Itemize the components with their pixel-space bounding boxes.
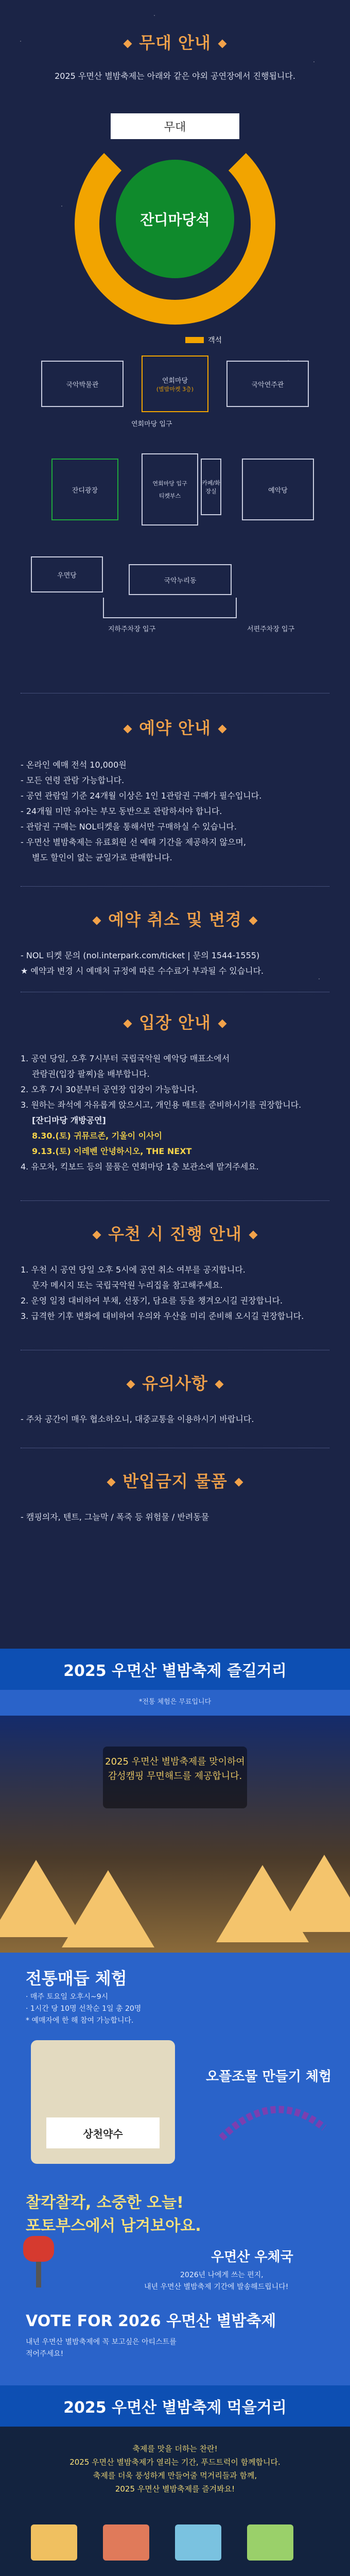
divider — [21, 886, 329, 887]
road — [103, 598, 237, 618]
knot-line: · 1시간 당 10명 선착순 1일 총 20명 — [26, 2005, 142, 2013]
list-item: 별도 할인이 없는 균일가로 판매합니다. — [32, 853, 172, 862]
list-item: - 우면산 별밤축제는 유료회원 선 예매 기간을 제공하지 않으며, — [21, 837, 246, 847]
seat-swatch — [185, 337, 204, 343]
caption-line: 2025 우면산 별밤축제를 맞이하여 — [105, 1756, 245, 1767]
bracelet-image — [216, 2097, 329, 2148]
diamond-icon — [124, 725, 132, 734]
photo-caption — [103, 1747, 247, 1808]
lawn-seat-area: 잔디마당석 — [116, 160, 234, 278]
list-item: 문자 메시지 또는 국립국악원 누리집을 참고해주세요. — [32, 1280, 223, 1290]
vote-line: 내년 우면산 별밤축제에 꼭 보고싶은 아티스트를 — [26, 2338, 177, 2346]
cancel-list — [21, 948, 329, 979]
list-item: 8.30.(토) 귀뮤르존, 기울이 이사이 — [32, 1131, 162, 1141]
building-concert-hall: 국악연주관 — [226, 361, 309, 407]
festival-subtitle: *전통 체험은 무료입니다 — [138, 1698, 212, 1706]
reservation-title: 예약 안내 — [0, 715, 350, 739]
yemakdang-building: 예악당 — [242, 459, 314, 520]
gate-right-label: 서편주차장 입구 — [247, 625, 295, 633]
knot-line: · 매주 토요일 오후시~9시 — [26, 1993, 109, 2001]
list-item: - 공연 관람일 기준 24개월 이상은 1인 1관람권 구매가 필수입니다. — [21, 791, 262, 801]
diamond-icon — [249, 917, 257, 925]
diamond-icon — [218, 1020, 226, 1028]
lawn-square: 잔디광장 — [51, 459, 118, 520]
diamond-icon — [124, 1020, 132, 1028]
photobooth-title-2: 포토부스에서 남겨보아요. — [26, 2217, 201, 2235]
diamond-icon — [93, 1231, 101, 1240]
list-item: - 모든 연령 관람 가능합니다. — [21, 775, 125, 785]
list-item: - 주차 공간이 매우 협소하오니, 대중교통을 이용하시기 바랍니다. — [21, 1414, 254, 1424]
diamond-icon — [107, 1478, 116, 1487]
knot-experience-title: 전통매듭 체험 — [26, 1969, 127, 1988]
legend-label: 객석 — [208, 336, 222, 345]
nuri-building: 국악누리동 — [129, 564, 232, 595]
venue-map — [21, 103, 329, 680]
food-title: 2025 우면산 별밤축제 먹을거리 — [0, 2385, 350, 2427]
diamond-icon — [234, 1478, 243, 1487]
stage-guide-title: 무대 안내 — [0, 30, 350, 54]
list-item: 1. 우천 시 공연 당일 오후 5시에 공연 취소 여부를 공지합니다. — [21, 1265, 246, 1275]
stage-guide-subtitle: 2025 우면산 별밤축제는 아래와 같은 야외 공연장에서 진행됩니다. — [55, 71, 295, 81]
food-line: 2025 우면산 별밤축제를 즐겨봐요! — [115, 2484, 235, 2494]
building-banquet — [142, 355, 208, 412]
ticket-label: 티켓부스 — [159, 493, 181, 499]
diamond-icon — [218, 40, 226, 48]
stage-block: 무대 — [111, 113, 239, 139]
vote-line: 적어주세요! — [26, 2350, 64, 2358]
food-line: 축제를 맛을 더하는 찬란! — [132, 2444, 218, 2453]
list-item: 3. 원하는 좌석에 자유롭게 앉으시고, 개인용 매트를 준비하시기를 권장합니다. — [21, 1100, 302, 1110]
divider — [21, 1200, 329, 1201]
list-item: - NOL 티켓 문의 (nol.interpark.com/ticket | 문의 1544-1555) — [21, 951, 260, 960]
camping-photo — [0, 1716, 350, 1953]
gate-left-label: 지하주차장 입구 — [108, 625, 156, 633]
food-truck — [103, 2524, 149, 2561]
ticket-area — [142, 453, 198, 526]
festival-title: 2025 우면산 별밤축제 즐길거리 — [0, 1649, 350, 1690]
list-item: 2. 운영 일정 대비하여 부채, 선풍기, 담요를 등을 챙겨오시길 권장합니다. — [21, 1296, 283, 1306]
umyeondang-building: 우면당 — [31, 556, 103, 592]
knot-line: * 예매자에 한 해 참여 가능합니다. — [26, 2016, 134, 2025]
post-line: 2026년 나에게 쓰는 편지, — [180, 2271, 264, 2279]
list-item: 9.13.(토) 이레벤 안녕하시오, THE NEXT — [32, 1146, 192, 1156]
bracelet-title: 오플조물 만들기 체험 — [206, 2069, 332, 2084]
reservation-list — [21, 757, 329, 866]
list-item: - 관람권 구매는 NOL티켓을 통해서만 구매하실 수 있습니다. — [21, 822, 237, 832]
diamond-icon — [124, 40, 132, 48]
list-item: 관람권(입장 팔찌)을 배부합니다. — [32, 1069, 150, 1079]
caption-line: 감성캠핑 무면해드를 제공합니다. — [108, 1771, 242, 1782]
diamond-icon — [215, 1380, 223, 1389]
diamond-icon — [218, 725, 226, 734]
list-item: 2. 오후 7시 30분부터 공연장 입장이 가능합니다. — [21, 1084, 198, 1094]
prohibited-list — [21, 1510, 329, 1525]
entry-list — [21, 1051, 329, 1175]
banquet-sublabel: (별밤마켓 3층) — [156, 385, 194, 393]
entrance-label: 연회마당 입구 — [131, 420, 172, 428]
post-line: 내년 우면산 별밤축제 기간에 발송해드립니다! — [144, 2283, 289, 2291]
list-item: 3. 급격한 기후 변화에 대비하여 우의와 우산을 미리 준비해 오시길 권장합니다. — [21, 1311, 304, 1321]
list-item: - 온라인 예매 전석 10,000원 — [21, 760, 127, 770]
entrance2-label: 연회마당 입구 — [152, 480, 187, 487]
food-line: 2025 우면산 별밤축제가 열리는 기간, 푸드트럭이 함께합니다. — [69, 2458, 281, 2467]
seat-legend — [185, 335, 222, 345]
post-title: 우면산 우체국 — [211, 2249, 293, 2265]
list-item: [잔디마당 개방공연] — [32, 1115, 106, 1125]
building-museum: 국악박물관 — [41, 361, 124, 407]
food-truck — [247, 2524, 293, 2561]
notice-list — [21, 1412, 329, 1427]
food-line: 축제를 더욱 풍성하게 만들어줄 먹거리들과 함께, — [93, 2471, 257, 2480]
vote-title: VOTE FOR 2026 우면산 별밤축제 — [26, 2312, 276, 2330]
food-text — [0, 2442, 350, 2496]
rain-list — [21, 1262, 329, 1324]
diamond-icon — [127, 1380, 135, 1389]
rain-title: 우천 시 진행 안내 — [0, 1221, 350, 1245]
prohibited-title: 반입금지 물품 — [0, 1468, 350, 1492]
tent — [62, 1870, 154, 1947]
mailbox-icon — [21, 2231, 57, 2287]
list-item: ★ 예약과 변경 시 예매처 규정에 따른 수수료가 부과될 수 있습니다. — [21, 966, 264, 976]
notice-title: 유의사항 — [0, 1370, 350, 1394]
food-truck — [31, 2524, 77, 2561]
shelf-sign: 상천약수 — [46, 2117, 160, 2148]
list-item: 1. 공연 당일, 오후 7시부터 국립국악원 예악당 매표소에서 — [21, 1054, 230, 1063]
diamond-icon — [93, 917, 101, 925]
cancel-title: 예약 취소 및 변경 — [0, 907, 350, 930]
list-item: - 24개월 미만 유아는 부모 동반으로 관람하셔야 합니다. — [21, 806, 222, 816]
list-item: 4. 유모차, 킥보드 등의 물품은 연회마당 1층 보관소에 맡겨주세요. — [21, 1162, 259, 1172]
food-truck — [175, 2524, 221, 2561]
diamond-icon — [249, 1231, 257, 1240]
entry-title: 입장 안내 — [0, 1010, 350, 1033]
tent — [278, 1855, 350, 1932]
list-item: - 캠핑의자, 텐트, 그늘막 / 폭죽 등 위험물 / 반려동물 — [21, 1512, 209, 1522]
banquet-label: 연회마당 — [162, 377, 188, 385]
knot-display-shelf — [31, 2040, 175, 2164]
cafe-block: 카페/화장실 — [201, 459, 221, 515]
photobooth-title-1: 찰칵찰칵, 소중한 오늘! — [26, 2194, 184, 2212]
